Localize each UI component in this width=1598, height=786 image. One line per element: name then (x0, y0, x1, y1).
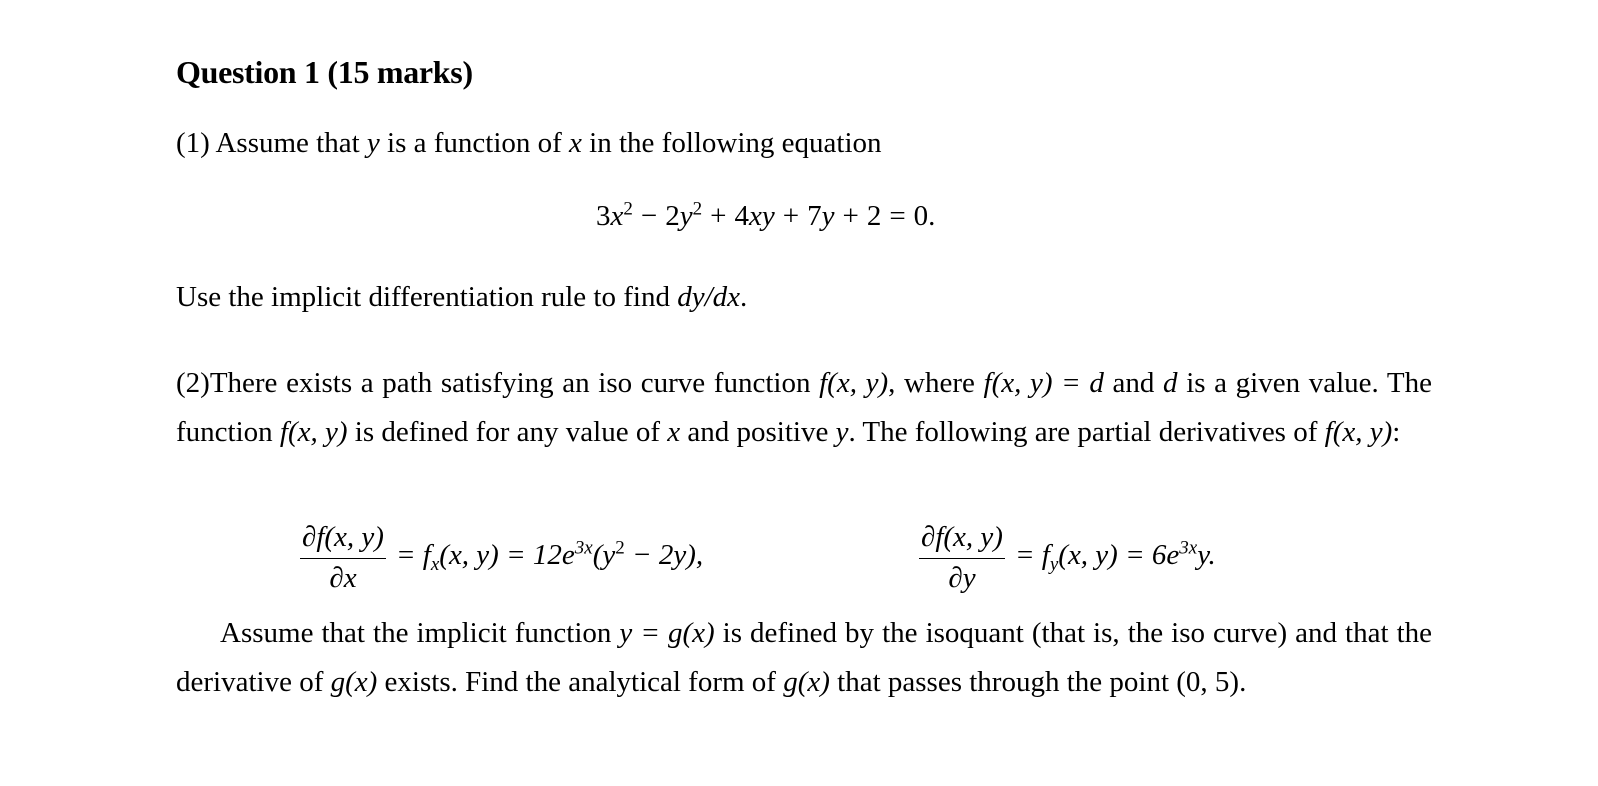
part2-text: (2)There exists a path satisfying an iso curve function (176, 367, 820, 399)
exponent: 2 (615, 537, 625, 559)
var-x: x (667, 416, 681, 448)
f-xy: f(x, y) (1324, 416, 1393, 448)
rhs-part: (y (592, 539, 616, 572)
part2-description (176, 359, 1432, 457)
part2-text: and (1103, 367, 1164, 399)
derivative-dy-dx: dy/dx (677, 281, 741, 313)
instruction-prefix: Use the implicit differentiation rule to find (176, 281, 678, 313)
rhs-part: (x, y) = 6e (1058, 539, 1180, 572)
question-title: Question 1 (15 marks) (176, 54, 473, 90)
f-equals-d: f(x, y) = d (983, 367, 1104, 399)
fraction-denominator: ∂y (948, 562, 976, 594)
g-definition: y = g(x) (619, 617, 715, 649)
task-text: exists. Find the analytical form of (377, 666, 784, 698)
part1-equation (596, 200, 935, 233)
fraction-df-dx (300, 520, 386, 595)
var-x: x (569, 127, 582, 159)
exponent: 3x (574, 537, 593, 559)
part1-intro-prefix: (1) Assume that (176, 127, 367, 159)
part2-text: . The following are partial derivatives of (848, 416, 1325, 448)
part1-intro-suffix: in the following equation (581, 127, 882, 159)
rhs-part: − 2y), (624, 539, 704, 572)
part2-text: is a given value. The function (176, 367, 1433, 448)
var-y: y (366, 127, 380, 159)
part1-intro (176, 119, 1432, 168)
instruction-suffix: . (740, 281, 748, 313)
task-text: is defined by the isoquant (that is, the iso curve) and that the derivative of (176, 617, 1432, 698)
subscript: x (430, 553, 440, 575)
var-d: d (1163, 367, 1178, 399)
part2-text: , where (888, 367, 984, 399)
part2-task (176, 609, 1432, 707)
rhs-part: = f (1014, 539, 1050, 572)
part2-text: : (1392, 416, 1401, 448)
part2-text: is defined for any value of (347, 416, 668, 448)
var-y: y (835, 416, 849, 448)
implicit-equation: $3x^2 - 2y^2 + 4xy + 7y + 2 = 0$. (596, 198, 936, 232)
task-text: that passes through the point (829, 666, 1177, 698)
subscript: y (1049, 553, 1059, 575)
f-xy: f(x, y) (279, 416, 348, 448)
point-0-5: (0, 5) (1176, 666, 1240, 698)
fraction-numerator: ∂f(x, y) (919, 520, 1005, 559)
part1-intro-mid: is a function of (379, 127, 570, 159)
task-text: . (1239, 666, 1247, 698)
partial-derivative-x (300, 520, 703, 595)
fraction-df-dy (919, 520, 1005, 595)
rhs-part: y. (1197, 539, 1216, 572)
g-x: g(x) (330, 666, 378, 698)
exponent: 3x (1179, 537, 1198, 559)
fraction-denominator: ∂x (329, 562, 357, 594)
rhs-part: (x, y) = 12e (439, 539, 575, 572)
g-x: g(x) (783, 666, 830, 698)
fraction-numerator: ∂f(x, y) (300, 520, 386, 559)
task-text: Assume that the implicit function (220, 617, 620, 649)
f-xy: f(x, y) (819, 367, 889, 399)
rhs-part: = f (395, 539, 431, 572)
part2-text: and positive (680, 416, 836, 448)
part1-instruction (176, 273, 1432, 322)
partial-derivative-y (919, 520, 1216, 595)
